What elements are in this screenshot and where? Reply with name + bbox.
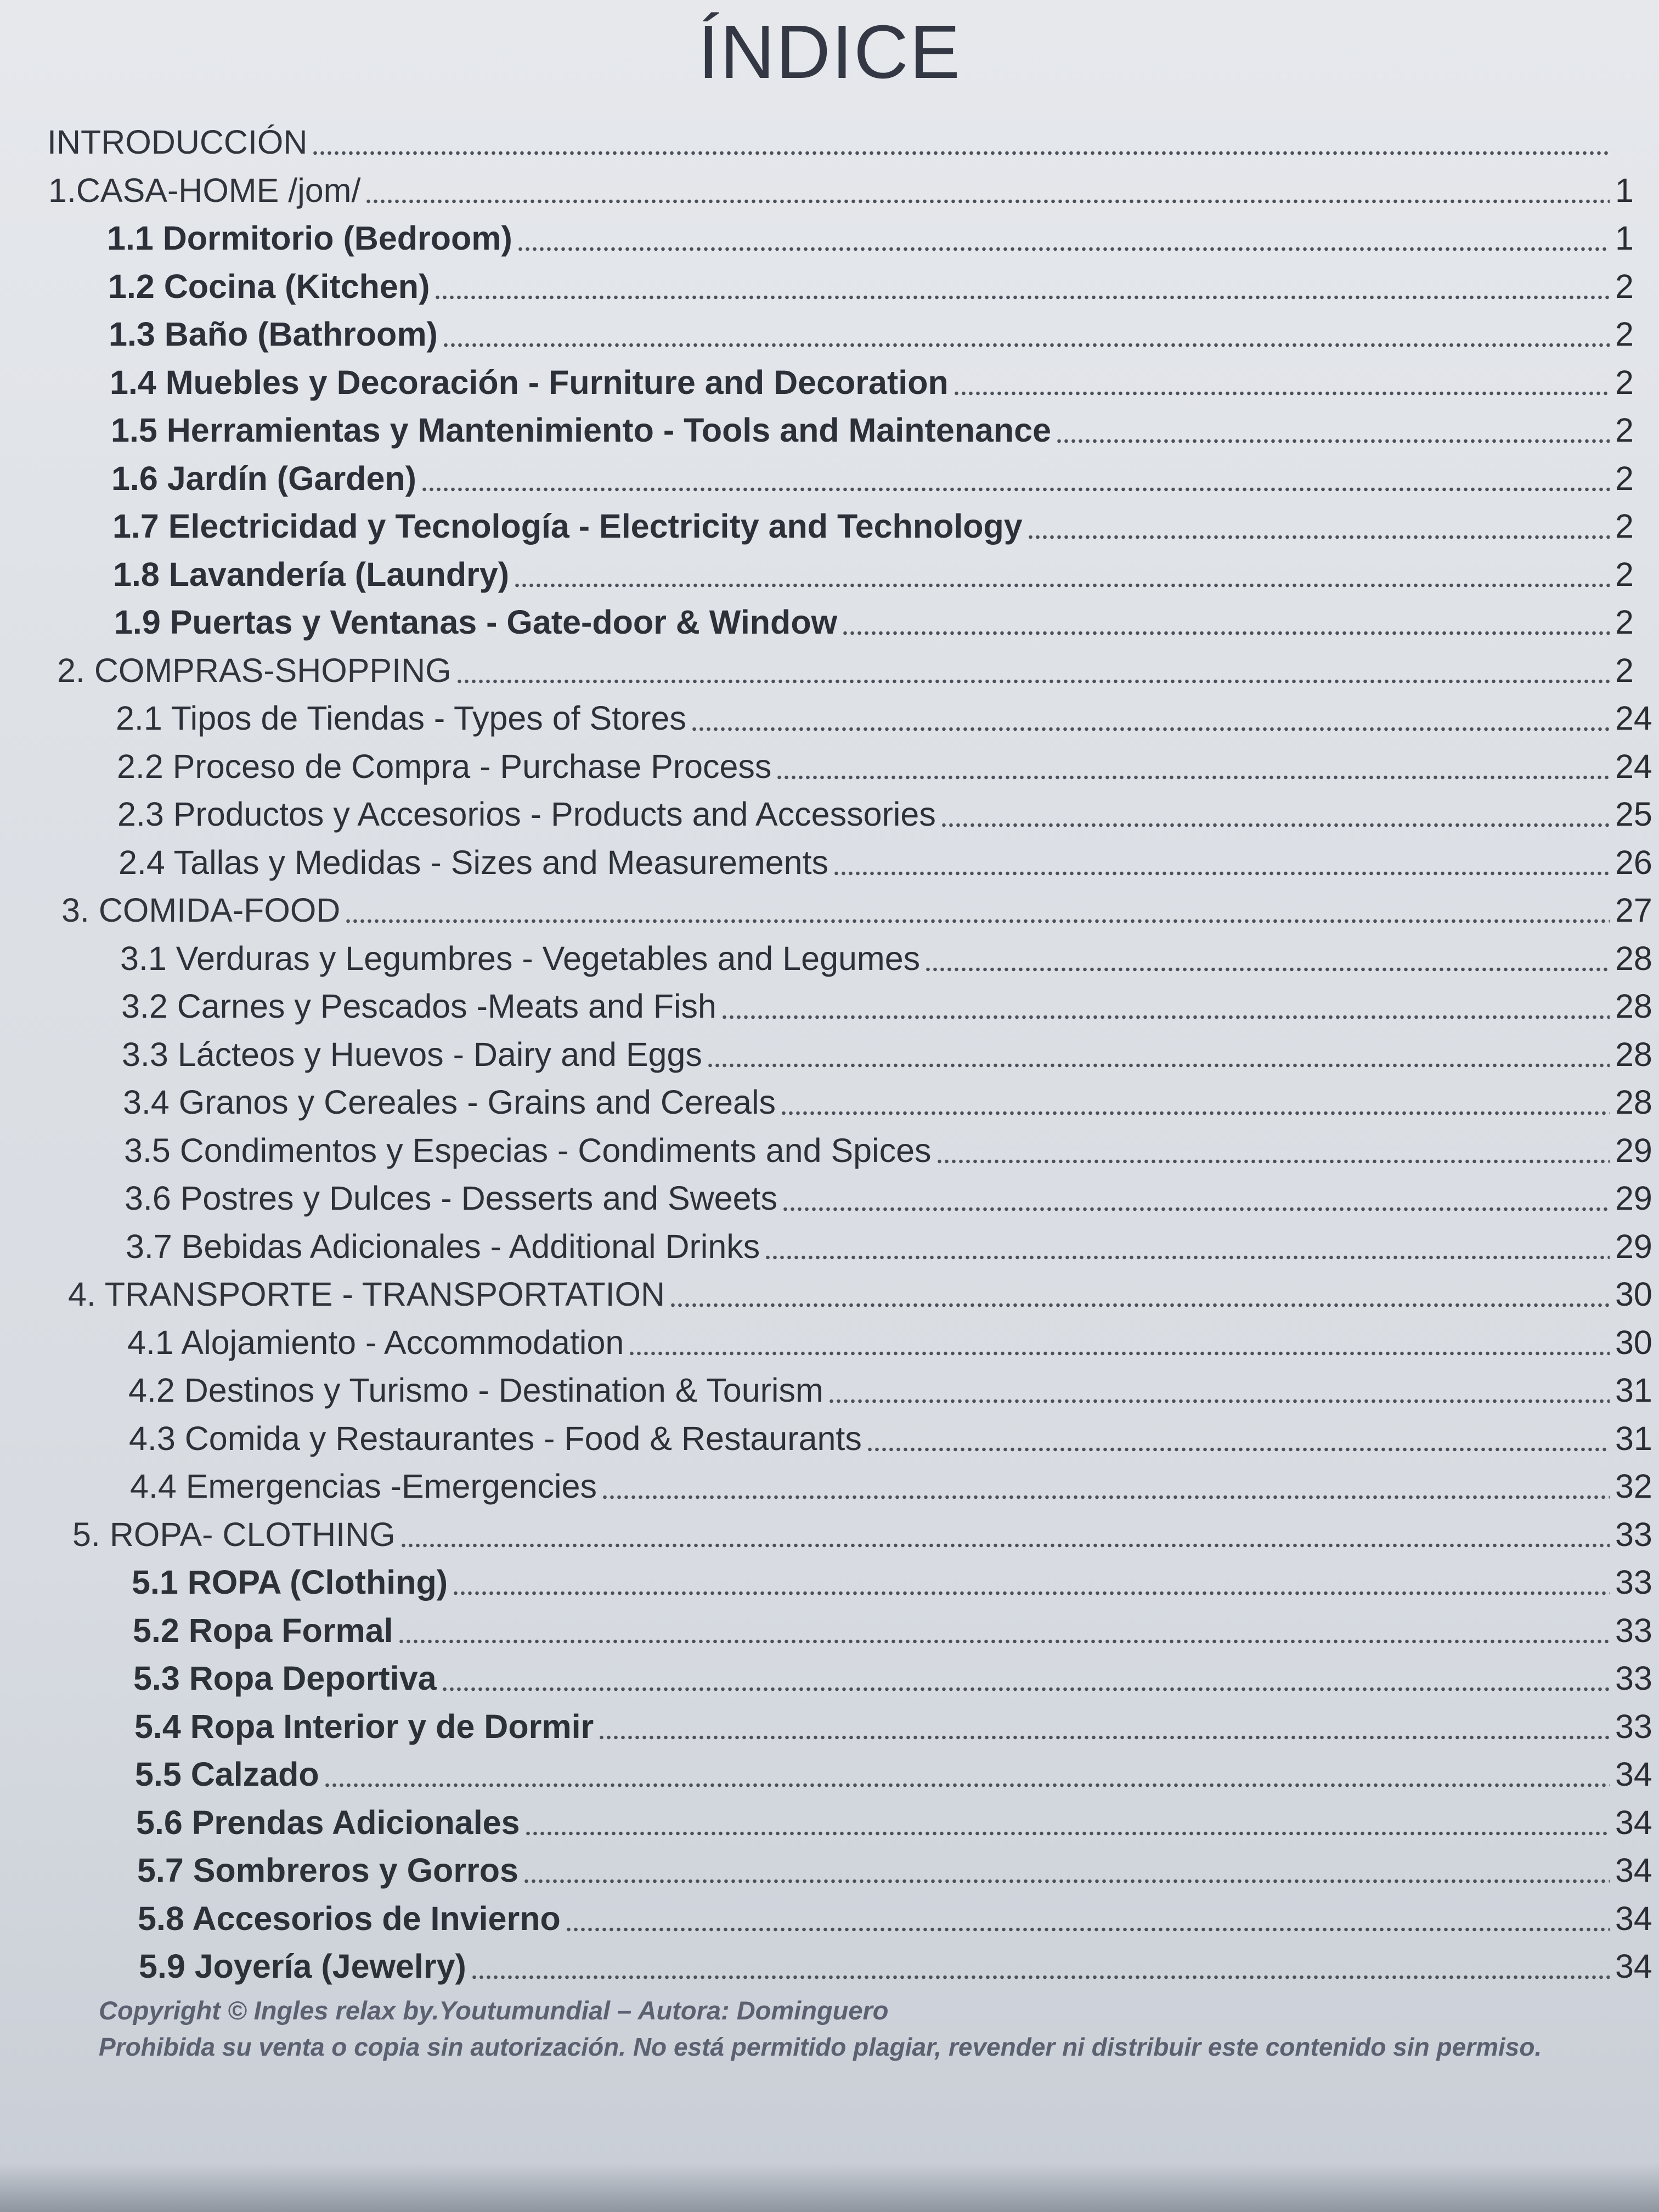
- dot-leader: [601, 1493, 1610, 1501]
- toc-entry-page: 34: [1615, 1854, 1652, 1889]
- toc-entry-label: 3.5 Condimentos y Especias - Condiments and Spices: [124, 1131, 932, 1169]
- toc-entry: [0, 307, 1659, 356]
- dot-leader: [524, 1830, 1610, 1837]
- toc-entry: [0, 740, 1659, 788]
- toc-entry-page: 1: [1615, 222, 1634, 257]
- toc-entry: [0, 787, 1659, 836]
- toc-entry-label: 4.1 Alojamiento - Accommodation: [127, 1323, 624, 1361]
- dot-leader: [628, 1350, 1610, 1357]
- toc-entry-page: 34: [1615, 1950, 1652, 1985]
- toc-entry-label: 5.6 Prendas Adicionales: [136, 1803, 520, 1841]
- dot-leader: [421, 486, 1610, 493]
- toc-entry-label: 1.3 Baño (Bathroom): [109, 315, 438, 353]
- dot-leader: [866, 1446, 1610, 1453]
- toc-entry-label: 1.1 Dormitorio (Bedroom): [107, 219, 512, 257]
- toc-entry-label: 4. TRANSPORTE - TRANSPORTATION: [68, 1276, 665, 1313]
- toc-entry: [0, 883, 1659, 932]
- toc-entry-label: 4.2 Destinos y Turismo - Destination & Tourism: [128, 1372, 823, 1409]
- toc-entry-label: 3. COMIDA-FOOD: [61, 891, 341, 929]
- toc-entry: [0, 1075, 1659, 1124]
- toc-entry-label: 2. COMPRAS-SHOPPING: [57, 651, 452, 689]
- dot-leader: [924, 966, 1610, 973]
- toc-entry-page: 29: [1615, 1229, 1652, 1265]
- toc-entry-page: 33: [1615, 1517, 1652, 1553]
- toc-entry: [0, 1171, 1659, 1220]
- toc-entry-page: 2: [1615, 653, 1634, 689]
- toc-entry: [0, 1412, 1659, 1460]
- dot-leader: [441, 1685, 1610, 1693]
- toc-entry: [0, 115, 1659, 163]
- dot-leader: [776, 774, 1610, 781]
- copy-notice: Prohibida su venta o copia sin autorización. No está permitido plagiar, revender ni distribuir este contenido sin permiso.: [99, 2033, 1542, 2061]
- toc-entry-label: 5. ROPA- CLOTHING: [72, 1515, 396, 1553]
- toc-entry-page: 27: [1615, 894, 1652, 929]
- toc-entry: [0, 1892, 1659, 1940]
- dot-leader: [400, 1542, 1610, 1549]
- toc-entry-label: 5.5 Calzado: [135, 1756, 319, 1793]
- toc-entry: [0, 1459, 1659, 1508]
- toc-entry-page: 31: [1615, 1374, 1652, 1409]
- toc-entry-page: 2: [1615, 557, 1634, 593]
- toc-entry: [0, 1028, 1659, 1076]
- toc-entry-label: 3.4 Granos y Cereales - Grains and Cereals: [123, 1084, 776, 1121]
- toc-entry-page: 34: [1615, 1901, 1652, 1937]
- toc-entry: [0, 548, 1659, 596]
- toc-entry: [0, 1316, 1659, 1364]
- dot-leader: [442, 341, 1610, 349]
- toc-entry-label: 3.1 Verduras y Legumbres - Vegetables and Legumes: [120, 939, 921, 977]
- toc-entry-page: 2: [1615, 365, 1634, 401]
- toc-entry-page: 29: [1615, 1133, 1652, 1169]
- toc-entry-page: 25: [1615, 798, 1652, 833]
- toc-entry-page: 28: [1615, 1086, 1652, 1121]
- toc-entry-page: 2: [1615, 318, 1634, 353]
- toc-entry-page: 28: [1615, 990, 1652, 1025]
- toc-entry-page: 33: [1615, 1662, 1652, 1697]
- toc-entry-label: 5.9 Joyería (Jewelry): [139, 1948, 466, 1985]
- toc-entry-label: 5.2 Ropa Formal: [133, 1611, 393, 1649]
- toc-entry-page: 2: [1615, 461, 1634, 497]
- dot-leader: [936, 1158, 1610, 1165]
- toc-entry: [0, 1796, 1659, 1844]
- toc-entry-label: 1.6 Jardín (Garden): [111, 459, 416, 497]
- dot-leader: [523, 1877, 1610, 1885]
- toc-entry: [0, 1604, 1659, 1652]
- toc-entry: [0, 1363, 1659, 1412]
- toc-entry: [0, 1700, 1659, 1748]
- toc-entry: [0, 1267, 1659, 1316]
- page-title: ÍNDICE: [698, 10, 961, 94]
- toc-entry-label: 3.7 Bebidas Adicionales - Additional Drinks: [126, 1227, 760, 1265]
- toc-entry-page: 1: [1615, 173, 1634, 209]
- toc-entry: [0, 1651, 1659, 1700]
- toc-entry-page: 33: [1615, 1709, 1652, 1745]
- toc-entry: [0, 836, 1659, 884]
- toc-entry: [0, 595, 1659, 644]
- dot-leader: [782, 1205, 1610, 1213]
- toc-entry: [0, 1555, 1659, 1604]
- toc-entry-page: 2: [1615, 606, 1634, 641]
- toc-entry: [0, 644, 1659, 692]
- toc-entry-page: 30: [1615, 1325, 1652, 1361]
- toc-entry-page: 33: [1615, 1566, 1652, 1601]
- dot-leader: [780, 1109, 1610, 1117]
- dot-leader: [517, 245, 1610, 253]
- toc-entry-label: 1.2 Cocina (Kitchen): [108, 267, 430, 305]
- dot-leader: [598, 1734, 1610, 1741]
- toc-entry-page: 2: [1615, 269, 1634, 305]
- toc-entry-page: 2: [1615, 414, 1634, 449]
- toc-entry-label: 2.4 Tallas y Medidas - Sizes and Measurements: [119, 843, 829, 881]
- toc-entry-label: 3.3 Lácteos y Huevos - Dairy and Eggs: [122, 1035, 702, 1073]
- toc-entry: [0, 259, 1659, 308]
- toc-entry-label: 5.3 Ropa Deportiva: [133, 1660, 437, 1697]
- toc-entry-label: 1.7 Electricidad y Tecnología - Electricity and Technology: [112, 507, 1023, 545]
- toc-entry-label: 1.5 Herramientas y Mantenimiento - Tools and Maintenance: [111, 411, 1052, 449]
- footer: [99, 1993, 1635, 2065]
- toc-entry-label: 5.8 Accesorios de Invierno: [138, 1899, 561, 1937]
- dot-leader: [833, 870, 1610, 877]
- toc-entry: [0, 211, 1659, 259]
- dot-leader: [940, 821, 1610, 829]
- toc-entry-label: 1.CASA-HOME /jom/: [48, 171, 361, 209]
- toc-entry: [0, 403, 1659, 452]
- toc-entry-label: 2.2 Proceso de Compra - Purchase Process: [117, 747, 772, 785]
- copyright-line: Copyright © Ingles relax by.Youtumundial – Autora: Dominguero: [99, 1996, 889, 2025]
- dot-leader: [365, 198, 1610, 205]
- dot-leader: [669, 1301, 1610, 1309]
- dot-leader: [707, 1062, 1610, 1069]
- toc-entry-label: 4.4 Emergencias -Emergencies: [130, 1468, 597, 1505]
- dot-leader: [398, 1638, 1610, 1645]
- toc-entry-page: 33: [1615, 1613, 1652, 1649]
- toc-entry: [0, 1843, 1659, 1892]
- toc-entry-page: 24: [1615, 749, 1652, 785]
- toc-entry-page: 2: [1615, 510, 1634, 545]
- toc-entry-label: 5.7 Sombreros y Gorros: [137, 1852, 518, 1889]
- toc-entry-page: 28: [1615, 1037, 1652, 1073]
- toc-entry-label: INTRODUCCIÓN: [47, 123, 308, 161]
- toc-entry-page: 29: [1615, 1182, 1652, 1217]
- toc-entry-page: 30: [1615, 1278, 1652, 1313]
- toc-entry: [0, 1508, 1659, 1556]
- toc-entry-page: 34: [1615, 1758, 1652, 1793]
- toc-entry: [0, 1747, 1659, 1796]
- dot-leader: [953, 390, 1610, 397]
- toc-entry-page: 31: [1615, 1421, 1652, 1457]
- toc-entry: [0, 691, 1659, 740]
- dot-leader: [514, 582, 1610, 589]
- toc-entry: [0, 163, 1659, 212]
- toc-entry: [0, 1220, 1659, 1268]
- toc-entry-page: 34: [1615, 1805, 1652, 1841]
- dot-leader: [456, 678, 1610, 685]
- toc-entry-label: 2.3 Productos y Accesorios - Products and Accessories: [117, 795, 936, 833]
- toc-entry: [0, 979, 1659, 1028]
- toc-entry: [0, 356, 1659, 404]
- toc-entry: [0, 499, 1659, 548]
- dot-leader: [764, 1254, 1610, 1261]
- toc-entry-label: 1.4 Muebles y Decoración - Furniture and Decoration: [110, 363, 949, 401]
- toc-entry-label: 5.4 Ropa Interior y de Dormir: [134, 1707, 594, 1745]
- toc-entry-label: 4.3 Comida y Restaurantes - Food & Restaurants: [129, 1419, 862, 1457]
- toc-entry-label: 1.9 Puertas y Ventanas - Gate-door & Window: [114, 603, 838, 641]
- toc-entry-page: 26: [1615, 845, 1652, 881]
- toc-entry-page: 24: [1615, 702, 1652, 737]
- toc-entry: [0, 1939, 1659, 1988]
- toc-entry-label: 3.2 Carnes y Pescados -Meats and Fish: [121, 988, 716, 1025]
- toc-entry: [0, 452, 1659, 500]
- toc-entry-page: 32: [1615, 1470, 1652, 1505]
- toc-entry-page: 28: [1615, 941, 1652, 977]
- dot-leader: [721, 1013, 1610, 1021]
- dot-leader: [471, 1973, 1610, 1981]
- toc-entry-label: 3.6 Postres y Dulces - Desserts and Sweets: [125, 1180, 777, 1217]
- dot-leader: [452, 1589, 1610, 1597]
- dot-leader: [1056, 437, 1610, 445]
- toc-entry: [0, 1124, 1659, 1172]
- dot-leader: [842, 629, 1610, 637]
- toc-entry-label: 5.1 ROPA (Clothing): [132, 1564, 448, 1601]
- page-edge-shadow: [0, 2163, 1659, 2212]
- toc-entry-label: 2.1 Tipos de Tiendas - Types of Stores: [116, 699, 686, 737]
- dot-leader: [434, 294, 1610, 301]
- toc-entry: [0, 932, 1659, 980]
- dot-leader: [1027, 533, 1610, 541]
- toc-entry-label: 1.8 Lavandería (Laundry): [113, 555, 510, 593]
- dot-leader: [828, 1397, 1610, 1405]
- dot-leader: [565, 1926, 1610, 1933]
- dot-leader: [345, 917, 1610, 925]
- dot-leader: [691, 725, 1610, 733]
- dot-leader: [324, 1781, 1610, 1789]
- dot-leader: [312, 149, 1610, 157]
